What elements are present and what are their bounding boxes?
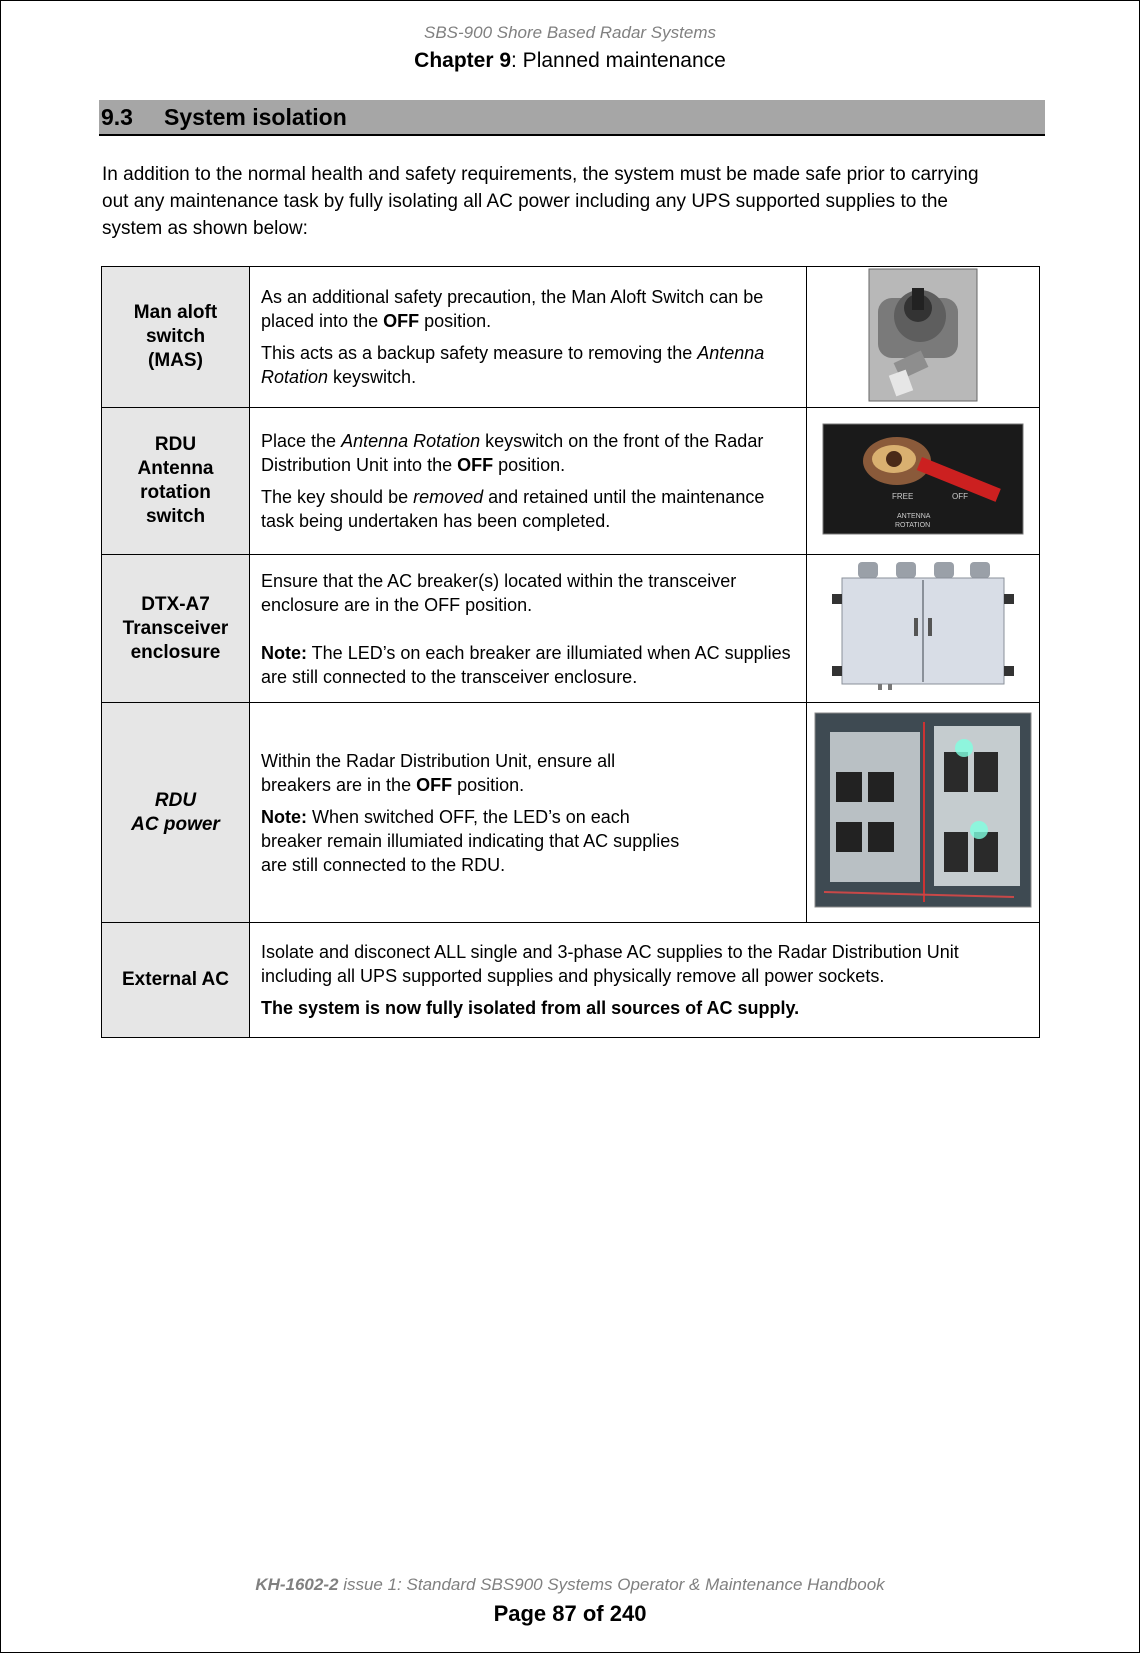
description-paragraph: Ensure that the AC breaker(s) located within the transceiver enclosure are in the OFF position.	[261, 570, 737, 615]
text-run: position.	[452, 774, 525, 795]
row-description	[250, 923, 1040, 1038]
text-run: The key should be	[261, 487, 414, 507]
page-number: Page 87 of 240	[493, 1601, 647, 1626]
row-description	[250, 703, 807, 923]
row-image-cell	[807, 408, 1040, 555]
chapter-title: : Planned maintenance	[511, 49, 726, 72]
description-paragraph	[261, 996, 1029, 1020]
image-label-rotation: ROTATION	[895, 521, 931, 529]
row-label	[102, 408, 250, 555]
section-heading	[99, 100, 1045, 136]
row-label	[102, 703, 250, 923]
text-run: Within the Radar Distribution Unit, ensure all breakers are in the	[261, 750, 616, 795]
description-paragraph	[261, 749, 681, 797]
table-row	[102, 703, 1040, 923]
label-line: DTX-A7	[141, 593, 210, 615]
text-run: keyswitch on the front of the Radar Distribution Unit into the	[261, 431, 764, 475]
table-row	[102, 267, 1040, 408]
row-description	[250, 555, 807, 703]
label-line: Man aloft	[133, 302, 218, 323]
text-run: position.	[419, 311, 492, 331]
text-run: Note:	[261, 806, 307, 827]
footer-doc-code: KH-1602-2	[255, 1575, 339, 1594]
text-run: The LED’s on each breaker are illumiated when AC supplies are still connected to the transceiver enclosure.	[261, 642, 791, 687]
antenna-rotation-keyswitch-image	[822, 423, 1024, 535]
image-label-free: FREE	[892, 491, 914, 501]
row-label	[102, 555, 250, 703]
label-line: Antenna	[137, 458, 214, 479]
section-number: 9.3	[101, 104, 133, 130]
description-paragraph	[261, 341, 796, 389]
text-run: Antenna Rotation	[341, 431, 481, 451]
isolation-table	[101, 266, 1040, 1038]
row-label	[102, 267, 250, 408]
chapter-heading	[1, 49, 1139, 73]
text-run: Antenna Rotation	[261, 343, 765, 387]
transceiver-enclosure-image	[828, 558, 1018, 694]
text-run: OFF	[383, 311, 420, 331]
man-aloft-switch-image	[868, 268, 978, 402]
label-line: rotation	[140, 482, 211, 503]
text-run: and retained until the maintenance task being undertaken has been completed.	[261, 487, 765, 531]
label-line: switch	[145, 506, 206, 527]
text-run: Note:	[261, 642, 307, 663]
text-run: The system is now fully isolated from all sources of AC supply.	[261, 998, 800, 1018]
image-label-off: OFF	[952, 491, 968, 501]
label-line: RDU	[154, 434, 197, 455]
label-line: enclosure	[130, 641, 221, 663]
description-paragraph	[261, 285, 796, 333]
row-label: External AC	[102, 923, 250, 1038]
text-run: removed	[413, 487, 484, 507]
text-run: Place the	[261, 431, 342, 451]
text-run: OFF	[457, 455, 494, 475]
table-row	[102, 555, 1040, 703]
description-paragraph	[261, 641, 796, 689]
text-run: keyswitch.	[328, 367, 417, 387]
label-line: RDU	[154, 789, 197, 811]
text-run: When switched OFF, the LED’s on each breaker remain illumiated indicating that AC supplies are still connected to the RDU.	[261, 806, 680, 875]
description-paragraph	[261, 485, 796, 533]
row-description	[250, 267, 807, 408]
description-paragraph	[261, 805, 681, 877]
document-title: SBS-900 Shore Based Radar Systems	[424, 23, 716, 42]
row-description	[250, 408, 807, 555]
description-paragraph: Isolate and disconect ALL single and 3-phase AC supplies to the Radar Distribution Unit including all UPS supported supplies and physically remove all power sockets.	[261, 942, 959, 986]
text-run: OFF	[416, 774, 453, 795]
label-line: switch	[145, 326, 206, 347]
footer-doc-description: issue 1: Standard SBS900 Systems Operator & Maintenance Handbook	[338, 1575, 885, 1594]
label-line: Transceiver	[122, 617, 229, 639]
table-row	[102, 408, 1040, 555]
image-label-antenna: ANTENNA	[897, 512, 931, 520]
label-line: AC power	[131, 813, 220, 835]
text-run: As an additional safety precaution, the Man Aloft Switch can be placed into the	[261, 287, 764, 331]
text-run: position.	[493, 455, 566, 475]
row-image-cell	[807, 555, 1040, 703]
table-row	[102, 923, 1040, 1038]
section-title: System isolation	[164, 104, 347, 130]
rdu-breakers-image	[814, 712, 1032, 908]
footer-document-info	[1, 1575, 1139, 1595]
row-image-cell	[807, 267, 1040, 408]
intro-paragraph: In addition to the normal health and safety requirements, the system must be made safe prior to carrying out any maintenance task by fully isolating all AC power including any UPS supported supplies to the system as shown below:	[102, 164, 979, 239]
description-paragraph	[261, 429, 796, 477]
row-image-cell	[807, 703, 1040, 923]
chapter-label: Chapter 9	[414, 49, 512, 72]
text-run: This acts as a backup safety measure to removing the	[261, 343, 698, 363]
label-line: (MAS)	[148, 350, 203, 371]
